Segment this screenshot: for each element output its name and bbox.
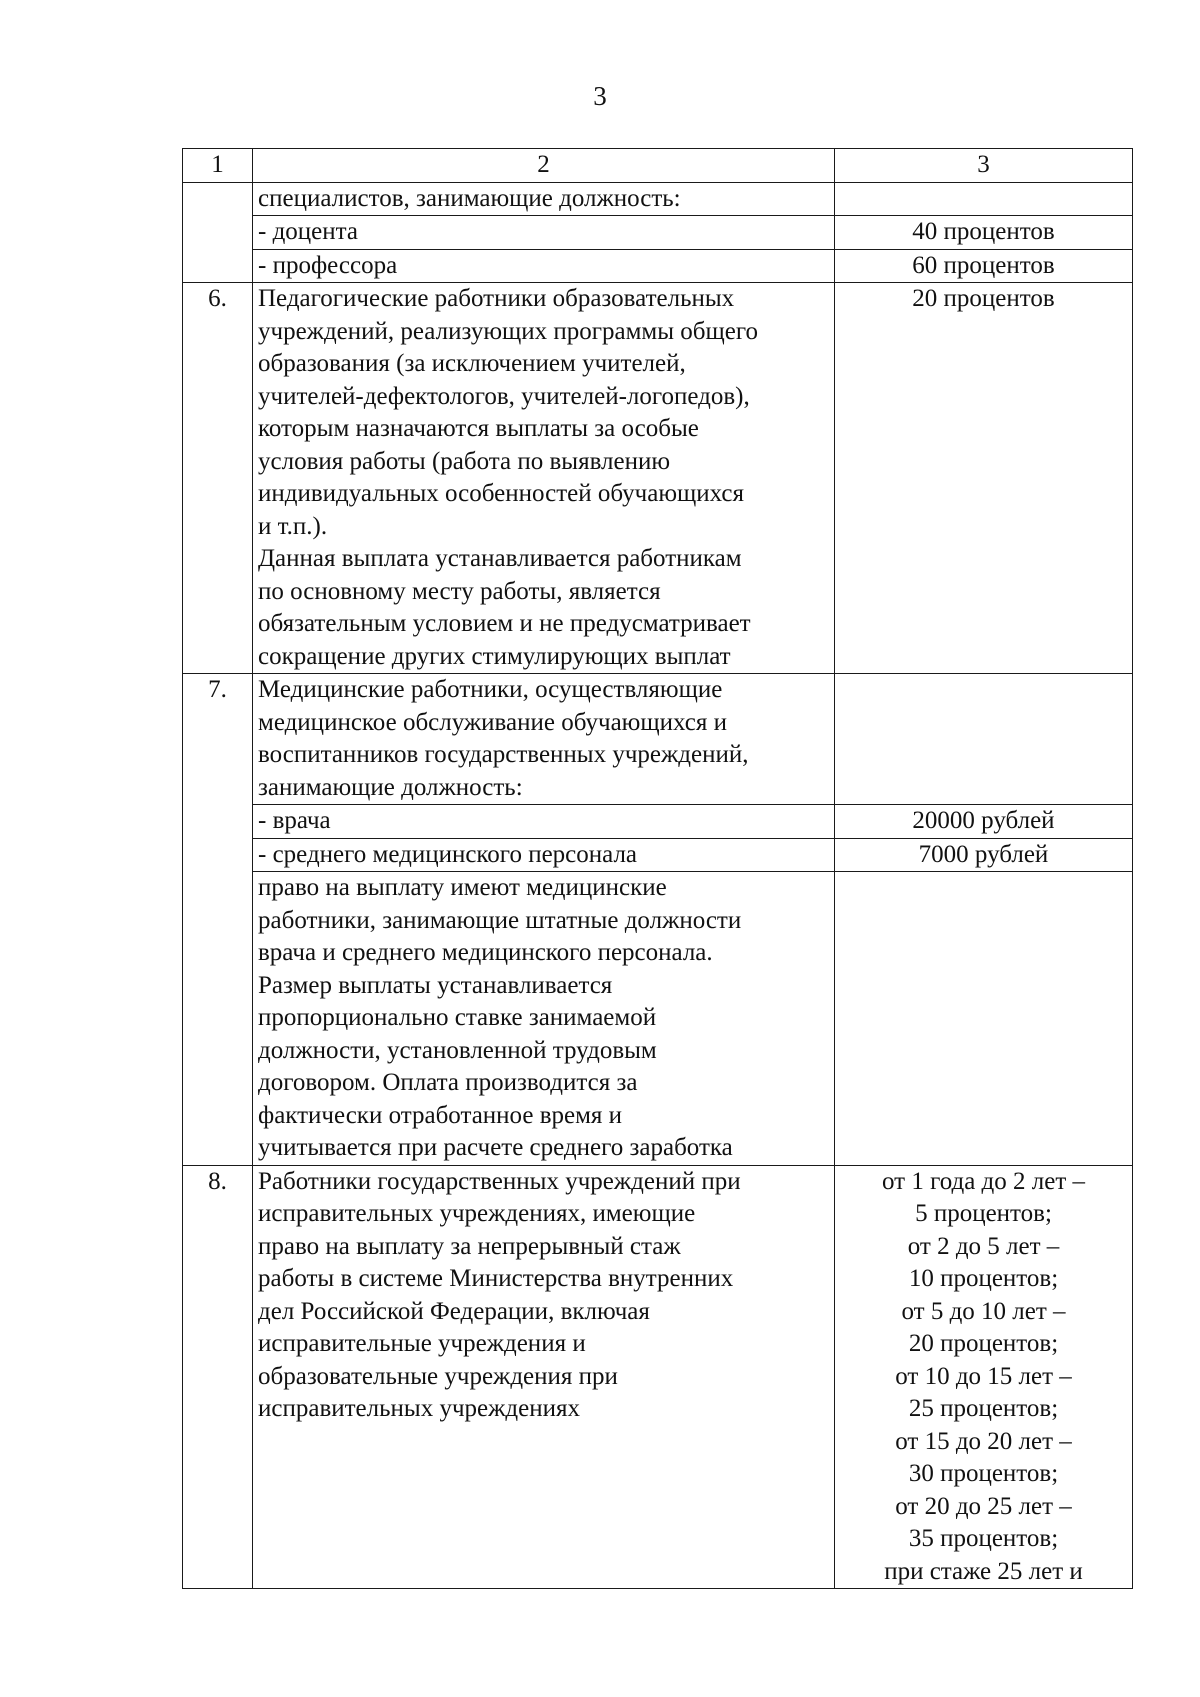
row7-note [253, 872, 835, 1166]
row7-item-label: - врача [253, 805, 835, 839]
table-row [183, 838, 1133, 872]
row8-description [253, 1165, 835, 1589]
text-line: индивидуальных особенностей обучающихся [258, 480, 744, 507]
text-line: право на выплату имеют медицинские [258, 874, 667, 901]
row7-item-value: 20000 рублей [835, 805, 1133, 839]
row-number-cell [183, 182, 253, 283]
text-line: 5 процентов; [915, 1200, 1052, 1227]
text-line: и т.п.). [258, 512, 328, 540]
table-row [183, 674, 1133, 805]
text-line: учителей-дефектологов, учителей-логопедов), [258, 382, 750, 410]
text-line: 30 процентов; [908, 1460, 1059, 1487]
text-line: воспитанников государственных учреждений, [258, 741, 749, 768]
row5-item-value: 40 процентов [835, 216, 1133, 250]
row-number: 7. [183, 674, 253, 1166]
text-line: учитывается при расчете среднего заработка [258, 1134, 733, 1161]
row8-values [835, 1165, 1133, 1589]
text-line: работники, занимающие штатные должности [258, 906, 742, 934]
text-line: от 15 до 20 лет – [895, 1427, 1072, 1455]
text-line: дел Российской Федерации, включая [258, 1297, 650, 1325]
text-line: 10 процентов; [908, 1265, 1059, 1292]
text-line: от 1 года до 2 лет – [881, 1167, 1086, 1195]
text-line: исправительные учреждения и [258, 1330, 586, 1357]
text-line: Медицинские работники, осуществляющие [258, 676, 723, 703]
text-line: занимающие должность: [258, 773, 523, 801]
table-row [183, 249, 1133, 283]
text-line: от 10 до 15 лет – [895, 1362, 1072, 1390]
table-row [183, 805, 1133, 839]
text-line: исправительных учреждениях, имеющие [258, 1200, 696, 1227]
header-col-3: 3 [835, 149, 1133, 183]
row6-description [253, 283, 835, 674]
row5-item-label: - доцента [253, 216, 835, 250]
text-line: сокращение других стимулирующих выплат [258, 642, 731, 670]
text-line: пропорционально ставке занимаемой [258, 1004, 657, 1031]
text-line: при стаже 25 лет и [884, 1557, 1083, 1585]
row7-item-value: 7000 рублей [835, 838, 1133, 872]
text-line: исправительных учреждениях [258, 1395, 580, 1422]
text-line: обязательным условием и не предусматривает [258, 610, 751, 637]
header-col-1: 1 [183, 149, 253, 183]
text-line: врача и среднего медицинского персонала. [258, 939, 713, 966]
text-line: медицинское обслуживание обучающихся и [258, 708, 727, 736]
text-line: условия работы (работа по выявлению [258, 447, 671, 475]
row5-item-value: 60 процентов [835, 249, 1133, 283]
row7-item-label: - среднего медицинского персонала [253, 838, 835, 872]
row7-note-value-empty [835, 872, 1133, 1166]
table-header-row [183, 149, 1133, 183]
text-line: образовательные учреждения при [258, 1362, 618, 1390]
text-line: Работники государственных учреждений при [258, 1167, 741, 1195]
row7-description [253, 674, 835, 805]
text-line: от 2 до 5 лет – [907, 1232, 1060, 1260]
page-number: 3 [593, 81, 607, 111]
text-line: Данная выплата устанавливается работникам [258, 545, 742, 572]
table-row [183, 283, 1133, 674]
row6-value: 20 процентов [835, 283, 1133, 674]
table-row [183, 216, 1133, 250]
table-row [183, 1165, 1133, 1589]
row5-cont-text: специалистов, занимающие должность: [253, 182, 835, 216]
allowance-table [182, 148, 1133, 1589]
row-number: 8. [183, 1165, 253, 1589]
text-line: Педагогические работники образовательных [258, 285, 735, 312]
text-line: 25 процентов; [908, 1395, 1059, 1422]
text-line: должности, установленной трудовым [258, 1036, 657, 1064]
text-line: образования (за исключением учителей, [258, 350, 686, 377]
row7-value-empty [835, 674, 1133, 805]
table-row [183, 182, 1133, 216]
row5-item-label: - профессора [253, 249, 835, 283]
text-line: 35 процентов; [908, 1525, 1059, 1552]
text-line: договором. Оплата производится за [258, 1069, 638, 1096]
text-line: по основному месту работы, является [258, 577, 661, 605]
text-line: которым назначаются выплаты за особые [258, 415, 699, 442]
header-col-2: 2 [253, 149, 835, 183]
row5-cont-value [835, 182, 1133, 216]
text-line: 20 процентов; [908, 1330, 1059, 1357]
table-row [183, 872, 1133, 1166]
text-line: от 5 до 10 лет – [901, 1297, 1066, 1325]
text-line: право на выплату за непрерывный стаж [258, 1232, 681, 1260]
text-line: от 20 до 25 лет – [895, 1492, 1072, 1520]
text-line: учреждений, реализующих программы общего [258, 317, 758, 345]
text-line: работы в системе Министерства внутренних [258, 1265, 734, 1292]
text-line: Размер выплаты устанавливается [258, 971, 613, 999]
text-line: фактически отработанное время и [258, 1101, 623, 1129]
row-number: 6. [183, 283, 253, 674]
